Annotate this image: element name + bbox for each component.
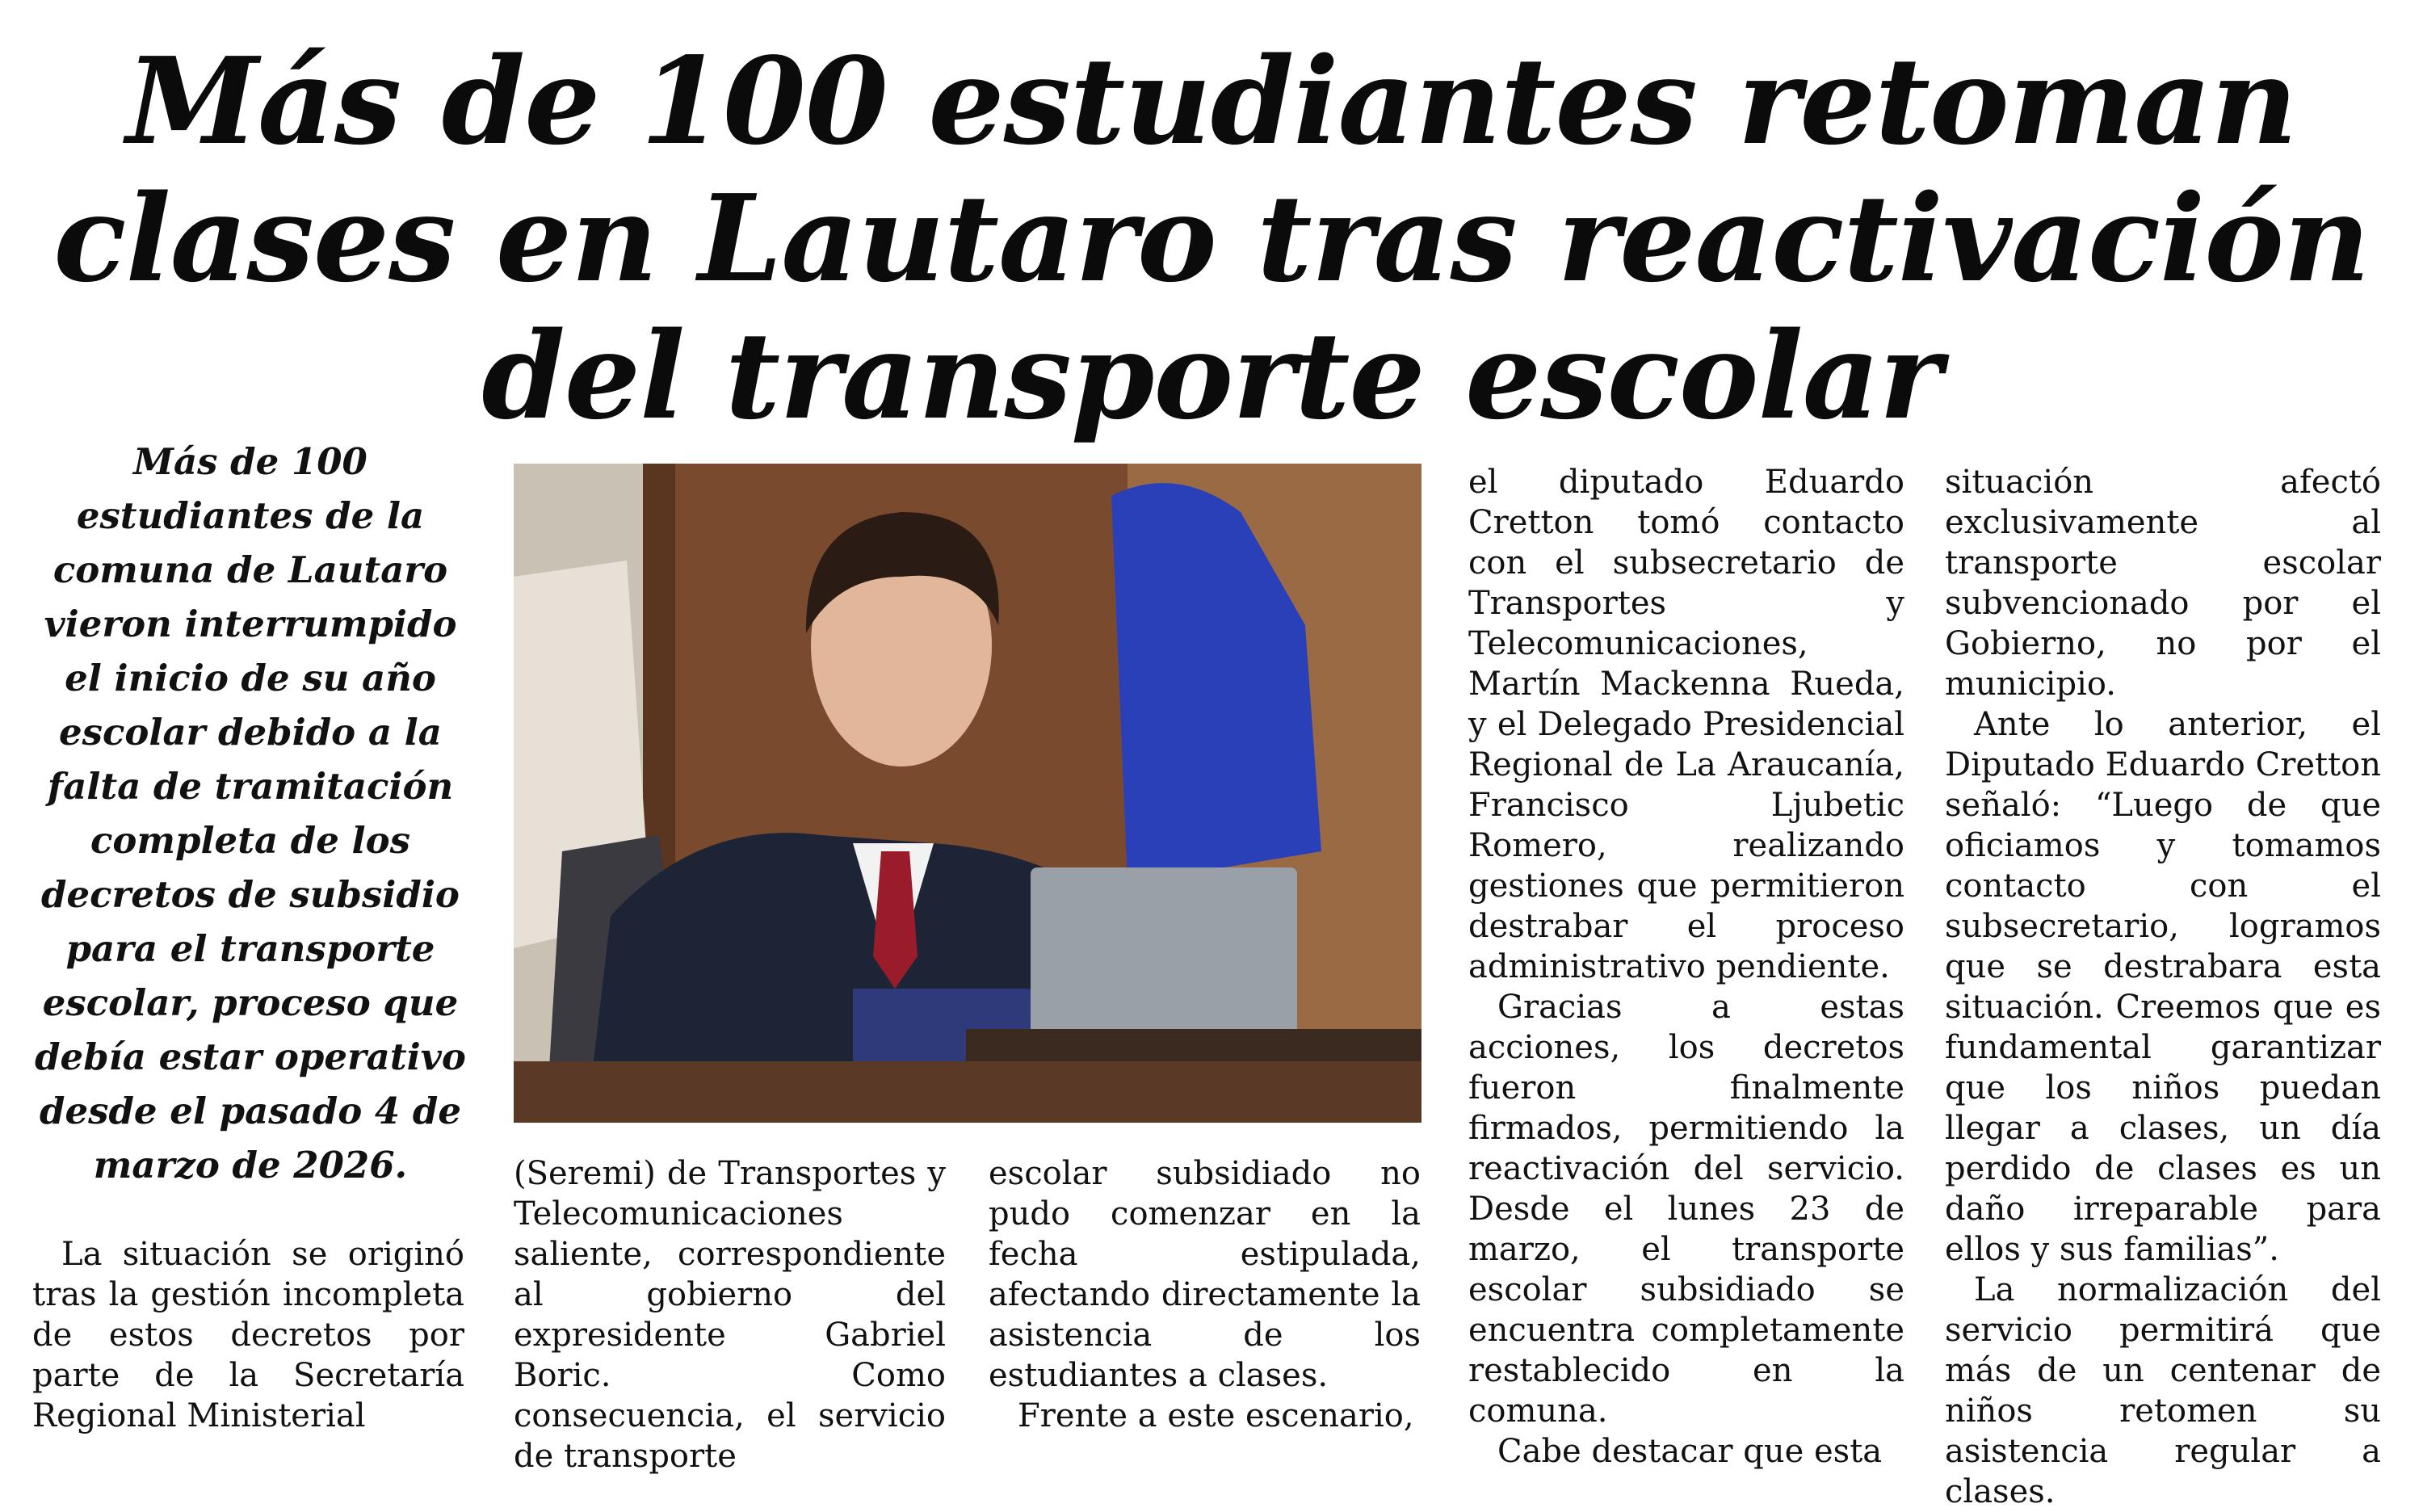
body-column-4 bbox=[1468, 462, 1904, 1472]
headline-line-1: Más de 100 estudiantes retoman bbox=[126, 31, 2297, 171]
lede-summary: Más de 100 estudiantes de la comuna de Lautaro vieron interrumpido el inicio de su año escolar debido a la falta de tramitación completa de los decretos de subsidio para el transporte escolar, proceso que debía estar operativo desde el pasado 4 de marzo de 2026. bbox=[35, 440, 466, 1186]
paragraph: Cabe destacar que esta bbox=[1497, 1433, 1883, 1470]
body-column-5 bbox=[1945, 462, 2381, 1512]
paragraph: Gracias a estas acciones, los decretos fueron finalmente firmados, permitiendo la reactivación del servicio. Desde el lunes 23 de marzo, el transporte escolar subsidiado se encuentra completamente restablecido en la comuna. bbox=[1468, 989, 1904, 1430]
paragraph: situación afectó exclusivamente al transporte escolar subvencionado por el Gobierno, no por el municipio. bbox=[1945, 464, 2381, 703]
paragraph: Ante lo anterior, el Diputado Eduardo Cretton señaló: “Luego de que oficiamos y tomamos contacto con el subsecretario, logramos que se destrabara esta situación. Creemos que es fundamental garantizar que los niños puedan llegar a clases, un día perdido de clases es un daño irreparable para ellos y sus familias”. bbox=[1945, 706, 2381, 1268]
paragraph: La situación se originó tras la gestión incompleta de estos decretos por parte de la Secretaría Regional Ministerial bbox=[32, 1236, 464, 1434]
headline-line-3: del transporte escolar bbox=[481, 305, 1942, 446]
paragraph: La normalización del servicio permitirá que más de un centenar de niños retomen su asistencia regular a clases. bbox=[1945, 1271, 2381, 1510]
body-column-3 bbox=[989, 1153, 1421, 1436]
paragraph: Frente a este escenario, bbox=[1018, 1397, 1414, 1434]
body-column-1 bbox=[32, 1234, 464, 1436]
headline-line-2: clases en Lautaro tras reactivación bbox=[53, 168, 2370, 309]
headline bbox=[48, 32, 2375, 444]
paragraph: el diputado Eduardo Cretton tomó contacto con el subsecretario de Transportes y Telecomunicaciones, Martín Mackenna Rueda, y el Delegado Presidencial Regional de La Araucanía, Francisco Ljubetic Romero, realizando gestiones que permitieron destrabar el proceso administrativo pendiente. bbox=[1468, 464, 1904, 985]
photo-illustration bbox=[514, 464, 1421, 1123]
article-photo bbox=[514, 464, 1421, 1123]
paragraph: (Seremi) de Transportes y Telecomunicaciones saliente, correspondiente al gobierno del expresidente Gabriel Boric. Como consecuencia, el servicio de transporte bbox=[514, 1155, 946, 1475]
paragraph: escolar subsidiado no pudo comenzar en la fecha estipulada, afectando directamente la asistencia de los estudiantes a clases. bbox=[989, 1155, 1421, 1394]
body-column-2 bbox=[514, 1153, 946, 1476]
